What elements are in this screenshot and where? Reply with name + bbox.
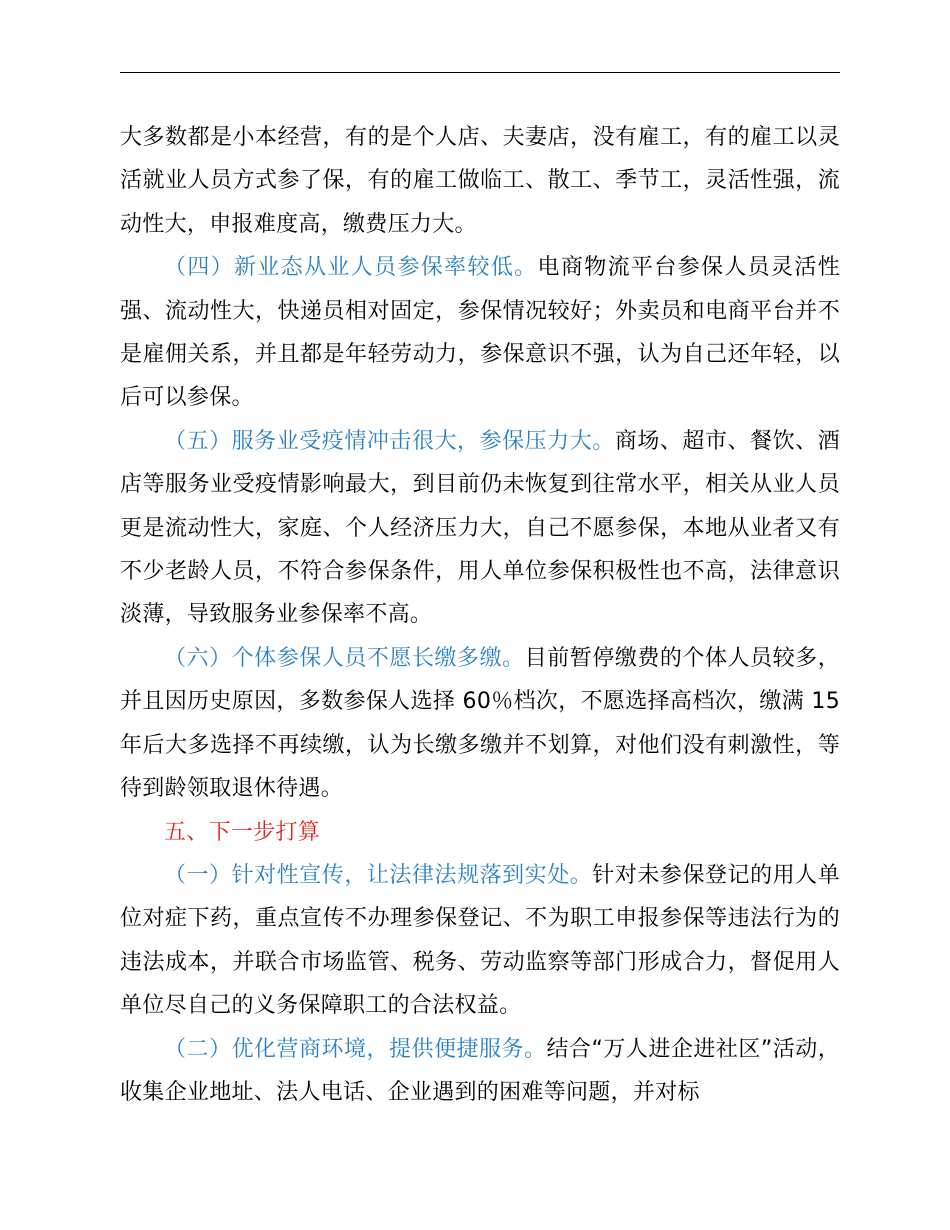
paragraph-text: 针对未参保登记的用人单位对症下药，重点宣传不办理参保登记、不为职工申报参保等违法行为的违法成本，并联合市场监管、税务、劳动监察等部门形成合力，督促用人单位尽自己的义务保障职工的合法权益。 (120, 862, 840, 1019)
section-heading (120, 811, 840, 854)
paragraph-individual-insured (120, 637, 840, 811)
paragraph-lead: （二）优化营商环境，提供便捷服务。 (164, 1036, 547, 1062)
paragraph-lead: （五）服务业受疫情冲击很大，参保压力大。 (164, 428, 615, 454)
paragraph-text: 大多数都是小本经营，有的是个人店、夫妻店，没有雇工，有的雇工以灵活就业人员方式参了保，有的雇工做临工、散工、季节工，灵活性强，流动性大，申报难度高，缴费压力大。 (120, 125, 840, 237)
paragraph-lead: （一）针对性宣传，让法律法规落到实处。 (164, 862, 593, 888)
paragraph-business-environment (120, 1028, 840, 1115)
paragraph-text: 结合“万人进企进社区”活动，收集企业地址、法人电话、企业遇到的困难等问题，并对标 (120, 1036, 841, 1105)
paragraph-lead: （六）个体参保人员不愿长缴多缴。 (164, 645, 525, 671)
paragraph-new-business-forms (120, 246, 840, 420)
paragraph-lead: （四）新业态从业人员参保率较低。 (164, 255, 538, 281)
paragraph-text: 目前暂停缴费的个体人员较多，并且因历史原因，多数参保人选择 60％档次，不愿选择高档次，缴满 15 年后大多选择不再续缴，认为长缴多缴并不划算，对他们没有刺激性，等待到龄领取退休待遇。 (120, 645, 840, 802)
paragraph-service-industry (120, 420, 840, 637)
body-text (120, 116, 840, 1114)
paragraph-continuation (120, 116, 840, 246)
paragraph-targeted-publicity (120, 854, 840, 1028)
section-heading-text: 五、下一步打算 (164, 819, 321, 845)
header-rule (120, 72, 840, 73)
paragraph-text: 电商物流平台参保人员灵活性强、流动性大，快递员相对固定，参保情况较好；外卖员和电商平台并不是雇佣关系，并且都是年轻劳动力，参保意识不强，认为自己还年轻，以后可以参保。 (120, 255, 840, 411)
paragraph-text: 商场、超市、餐饮、酒店等服务业受疫情影响最大，到目前仍未恢复到往常水平，相关从业人员更是流动性大，家庭、个人经济压力大，自己不愿参保，本地从业者又有不少老龄人员，不符合参保条件，用人单位参保积极性也不高，法律意识淡薄，导致服务业参保率不高。 (120, 428, 840, 628)
